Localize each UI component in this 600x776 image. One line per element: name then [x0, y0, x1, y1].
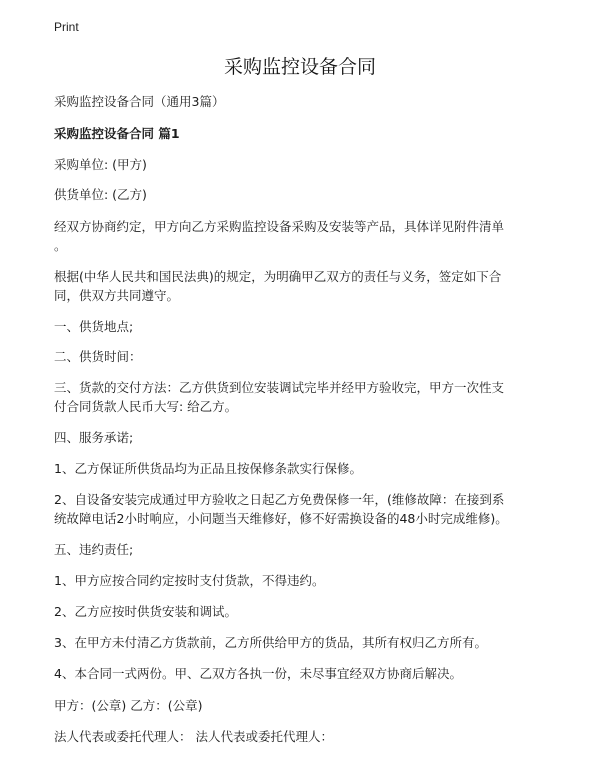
breach-item-4: 4、本合同一式两份。甲、乙双方各执一份，未尽事宜经双方协商后解决。 — [54, 666, 462, 681]
clause-5: 五、违约责任; — [54, 542, 134, 557]
breach-item-2: 2、乙方应按时供货安装和调试。 — [54, 604, 237, 619]
seal-line: 甲方：(公章) 乙方：(公章) — [54, 698, 203, 713]
clause-3-line-2: 付合同货款人民币大写: 给乙方。 — [54, 399, 238, 414]
print-label: Print — [54, 20, 79, 34]
supplier-line: 供货单位: (乙方) — [54, 187, 147, 202]
clause-3-line-1: 三、货款的交付方法：乙方供货到位安装调试完毕并经甲方验收完，甲方一次性支 — [54, 380, 505, 395]
intro-line-2: 。 — [54, 238, 67, 253]
service-item-2-line-1: 2、自设备安装完成通过甲方验收之日起乙方免费保修一年，(维修故障：在接到系 — [54, 492, 505, 507]
clause-2: 二、供货时间： — [54, 349, 142, 364]
document-subtitle: 采购监控设备合同（通用3篇） — [54, 94, 225, 109]
service-item-1: 1、乙方保证所供货品均为正品且按保修条款实行保修。 — [54, 461, 362, 476]
buyer-line: 采购单位: (甲方) — [54, 157, 147, 172]
section-title: 采购监控设备合同 篇1 — [54, 126, 180, 141]
representative-line: 法人代表或委托代理人： 法人代表或委托代理人： — [54, 729, 333, 744]
basis-line-1: 根据(中华人民共和国民法典)的规定，为明确甲乙双方的责任与义务，签定如下合 — [54, 269, 502, 284]
breach-item-3: 3、在甲方未付清乙方货款前，乙方所供给甲方的货品，其所有权归乙方所有。 — [54, 635, 487, 650]
basis-line-2: 同，供双方共同遵守。 — [54, 288, 180, 303]
clause-4: 四、服务承诺; — [54, 430, 134, 445]
breach-item-1: 1、甲方应按合同约定按时支付货款，不得违约。 — [54, 573, 325, 588]
document-title: 采购监控设备合同 — [223, 56, 376, 78]
clause-1: 一、供货地点; — [54, 319, 134, 334]
intro-line-1: 经双方协商约定，甲方向乙方采购监控设备采购及安装等产品，具体详见附件清单 — [54, 219, 505, 234]
service-item-2-line-2: 统故障电话2小时响应，小问题当天维修好，修不好需换设备的48小时完成维修)。 — [54, 511, 508, 526]
